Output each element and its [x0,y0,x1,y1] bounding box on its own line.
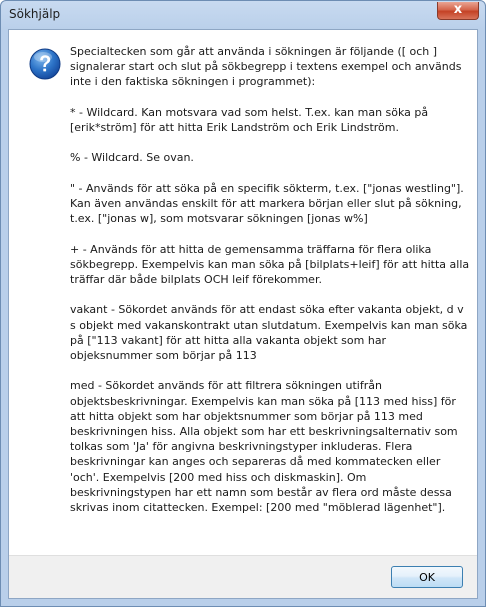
paragraph-intro: Specialtecken som går att använda i sökningen är följande ([ och ] signalerar start och slut på sökbegrepp i textens exempel och används inte i den faktiska sökningen i programmet): [70,45,462,89]
ok-button[interactable]: OK [391,566,463,588]
question-icon [29,48,61,80]
paragraph-plus: + - Används för att hitta de gemensamma träffarna för flera olika sökbegrepp. Exempelvis kan man söka på [bilplats+leif] för att hitta alla träffar där både bilplats OCH leif förekommer. [70,242,470,286]
paragraph-quote: " - Används för att söka på en specifik sökterm, t.ex. ["jonas westling"]. Kan även användas enskilt för att markera början eller slut på sökning, t.ex. ["jonas w], som motsvarar sökningen [jonas w%] [70,181,464,226]
paragraph-wildcard-percent: % - Wildcard. Se ovan. [70,151,194,165]
button-bar [9,555,477,598]
window-title: Sökhjälp [9,7,61,21]
paragraph-med: med - Sökordet används för att filtrera sökningen utifrån objektsbeskrivningar. Exempelvis kan man söka på [113 med hiss] för att hitta objekt som har objektsnummer som börjar på 113 med beskrivningen hiss. Alla objekt som har ett beskrivningsalternativ som tolkas som 'Ja' för angivna beskrivningstyper inkluderas. Flera beskrivningar kan anges och separeras då med kommatecken eller 'och'. Exempelvis [200 med hiss och diskmaskin]. Om beskrivningstypen har ett namn som består av flera ord måste dessa skrivas inom citattecken. Exempel: [200 med "möblerad lägenhet"]. [70,379,458,514]
help-message [70,44,470,530]
dialog-content [8,29,478,599]
title-bar[interactable] [1,1,485,29]
close-button[interactable] [437,2,479,20]
close-icon: x [453,2,463,17]
paragraph-vakant: vakant - Sökordet används för att endast söka efter vakanta objekt, d v s objekt med vakanskontrakt utan slutdatum. Exempelvis kan man söka på ["113 vakant] för att hitta alla vakanta objekt som har objeksnummer som börjar på 113 [70,303,468,362]
paragraph-wildcard-star: * - Wildcard. Kan motsvara vad som helst. T.ex. kan man söka på [erik*ström] för att hitta Erik Landström och Erik Lindström. [70,105,429,134]
